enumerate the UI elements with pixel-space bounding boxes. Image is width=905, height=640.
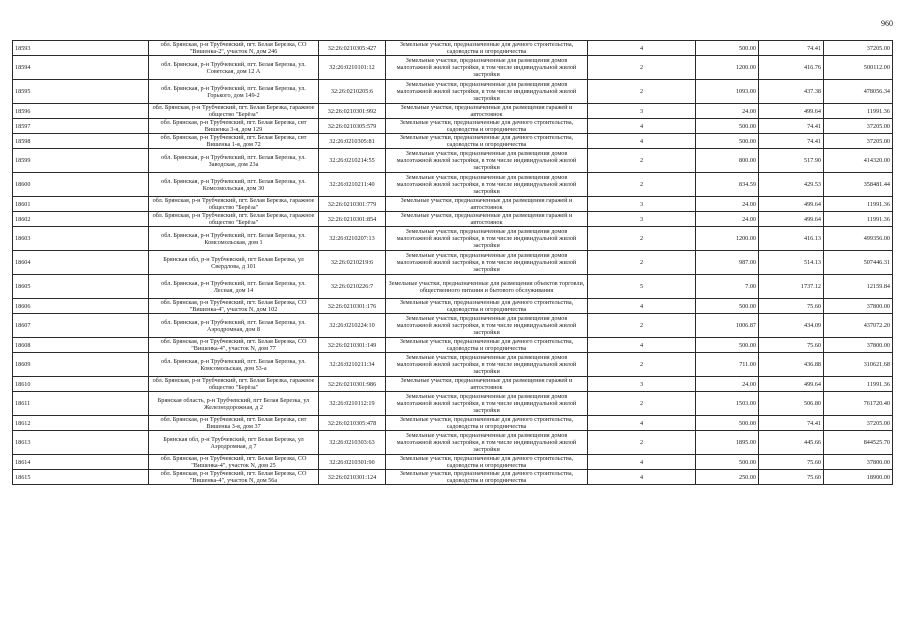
cadastral-value: 11991.36 <box>824 104 893 119</box>
cadastral-value: 437072.20 <box>824 314 893 338</box>
parcel-address: обл. Брянская, р-н Трубчевский, пгт. Белая Березка, СО "Вишенка-2", участок N, дом 246 <box>149 41 319 56</box>
land-use-group: 2 <box>588 227 696 251</box>
cadastral-number: 32:26:0210301:90 <box>319 455 386 470</box>
land-use-type: Земельные участки, предназначенные для дачного строительства, садоводства и огородничества <box>386 134 588 149</box>
land-use-group: 3 <box>588 212 696 227</box>
land-use-type: Земельные участки, предназначенные для размещения домов малоэтажной жилой застройки, в том числе индивидуальной жилой застройки <box>386 392 588 416</box>
specific-cadastral-value: 506.80 <box>759 392 824 416</box>
land-use-type: Земельные участки, предназначенные для размещения домов малоэтажной жилой застройки, в том числе индивидуальной жилой застройки <box>386 80 588 104</box>
parcel-number: 18613 <box>13 431 149 455</box>
specific-cadastral-value: 517.90 <box>759 149 824 173</box>
land-use-group: 5 <box>588 275 696 299</box>
specific-cadastral-value: 499.64 <box>759 212 824 227</box>
parcel-address: обл. Брянская, р-н Трубчевский, пгт. Белая Березка, ул. Советская, дом 12 А <box>149 56 319 80</box>
table-row <box>13 41 893 56</box>
table-row <box>13 275 893 299</box>
cadastral-number: 32:26:0210226:7 <box>319 275 386 299</box>
parcel-area: 500.00 <box>696 455 759 470</box>
land-use-type: Земельные участки, предназначенные для дачного строительства, садоводства и огородничества <box>386 455 588 470</box>
land-use-type: Земельные участки, предназначенные для размещения домов малоэтажной жилой застройки, в том числе индивидуальной жилой застройки <box>386 56 588 80</box>
parcel-area: 1895.00 <box>696 431 759 455</box>
land-use-type: Земельные участки, предназначенные для размещения гаражей и автостоянок <box>386 377 588 392</box>
cadastral-value: 761720.40 <box>824 392 893 416</box>
table-row <box>13 119 893 134</box>
table-row <box>13 431 893 455</box>
specific-cadastral-value: 75.60 <box>759 455 824 470</box>
land-use-type: Земельные участки, предназначенные для дачного строительства, садоводства и огородничества <box>386 299 588 314</box>
parcel-number: 18598 <box>13 134 149 149</box>
cadastral-number: 32:26:0210301:986 <box>319 377 386 392</box>
cadastral-value: 37205.00 <box>824 41 893 56</box>
parcel-area: 500.00 <box>696 338 759 353</box>
land-use-type: Земельные участки, предназначенные для размещения объектов торговли, общественного питания и бытового обслуживания <box>386 275 588 299</box>
cadastral-number: 32:26:0210301:124 <box>319 470 386 485</box>
parcel-area: 711.00 <box>696 353 759 377</box>
table-row <box>13 416 893 431</box>
land-use-type: Земельные участки, предназначенные для размещения гаражей и автостоянок <box>386 212 588 227</box>
land-use-group: 2 <box>588 149 696 173</box>
parcel-area: 250.00 <box>696 470 759 485</box>
parcel-number: 18600 <box>13 173 149 197</box>
cadastral-value: 478056.34 <box>824 80 893 104</box>
specific-cadastral-value: 74.41 <box>759 416 824 431</box>
table-row <box>13 104 893 119</box>
cadastral-number: 32:26:0210211:34 <box>319 353 386 377</box>
parcel-area: 7.00 <box>696 275 759 299</box>
cadastral-number: 32:26:0210301:854 <box>319 212 386 227</box>
parcel-number: 18597 <box>13 119 149 134</box>
parcel-number: 18603 <box>13 227 149 251</box>
land-use-type: Земельные участки, предназначенные для размещения домов малоэтажной жилой застройки, в том числе индивидуальной жилой застройки <box>386 227 588 251</box>
table-row <box>13 314 893 338</box>
cadastral-value: 37800.00 <box>824 299 893 314</box>
specific-cadastral-value: 499.64 <box>759 104 824 119</box>
table-row <box>13 251 893 275</box>
cadastral-value: 37800.00 <box>824 338 893 353</box>
parcel-address: обл. Брянская, р-н Трубчевский, пгт. Белая Березка, СО "Вишенка-4", участок N, дом 25 <box>149 455 319 470</box>
table-row <box>13 56 893 80</box>
specific-cadastral-value: 437.38 <box>759 80 824 104</box>
parcel-address: обл. Брянская, р-н Трубчевский, пгт. Белая Березка, гаражное общество "Берёза" <box>149 212 319 227</box>
specific-cadastral-value: 416.76 <box>759 56 824 80</box>
parcel-address: Брянская обл, р-н Трубчевский, пгт Белая Березка, ул Аэродромная, д 7 <box>149 431 319 455</box>
cadastral-number: 32:26:0210211:40 <box>319 173 386 197</box>
cadastral-value: 11991.36 <box>824 197 893 212</box>
parcel-area: 500.00 <box>696 119 759 134</box>
parcel-area: 500.00 <box>696 134 759 149</box>
parcel-address: обл. Брянская, р-н Трубчевский, пгт. Белая Березка, СО "Вишенка-4", участок N, дом 102 <box>149 299 319 314</box>
parcel-address: обл. Брянская, р-н Трубчевский, пгт. Белая Березка, ул. Лесная, дом 14 <box>149 275 319 299</box>
cadastral-number: 32:26:0210301:149 <box>319 338 386 353</box>
parcel-area: 1503.00 <box>696 392 759 416</box>
parcel-area: 24.00 <box>696 377 759 392</box>
parcel-number: 18596 <box>13 104 149 119</box>
parcel-address: Брянская обл, р-н Трубчевский, пгт Белая Березка, ул Свердлова, д 101 <box>149 251 319 275</box>
cadastral-value: 37205.00 <box>824 416 893 431</box>
parcel-area: 1006.87 <box>696 314 759 338</box>
land-use-type: Земельные участки, предназначенные для дачного строительства, садоводства и огородничества <box>386 119 588 134</box>
land-use-type: Земельные участки, предназначенные для размещения домов малоэтажной жилой застройки, в том числе индивидуальной жилой застройки <box>386 251 588 275</box>
land-use-type: Земельные участки, предназначенные для размещения домов малоэтажной жилой застройки, в том числе индивидуальной жилой застройки <box>386 314 588 338</box>
land-use-group: 3 <box>588 104 696 119</box>
parcel-address: обл. Брянская, р-н Трубчевский, пгт. Белая Березка, ул. Комсомольская, дом 30 <box>149 173 319 197</box>
table-row <box>13 392 893 416</box>
land-use-type: Земельные участки, предназначенные для размещения домов малоэтажной жилой застройки, в том числе индивидуальной жилой застройки <box>386 431 588 455</box>
table-row <box>13 197 893 212</box>
land-use-group: 2 <box>588 251 696 275</box>
table-row <box>13 212 893 227</box>
parcel-number: 18611 <box>13 392 149 416</box>
land-registry-table <box>12 40 893 485</box>
parcel-address: обл. Брянская, р-н Трубчевский, пгт. Белая Березка, ул. Горького, дом 149-2 <box>149 80 319 104</box>
parcel-address: обл. Брянская, р-н Трубчевский, пгт. Белая Березка, ул. Аэродромная, дом 8 <box>149 314 319 338</box>
land-use-group: 3 <box>588 377 696 392</box>
parcel-number: 18609 <box>13 353 149 377</box>
parcel-number: 18595 <box>13 80 149 104</box>
land-use-group: 4 <box>588 338 696 353</box>
table-body <box>13 41 893 485</box>
parcel-number: 18599 <box>13 149 149 173</box>
land-use-group: 2 <box>588 392 696 416</box>
land-use-group: 4 <box>588 134 696 149</box>
cadastral-number: 32:26:0210301:992 <box>319 104 386 119</box>
parcel-area: 24.00 <box>696 212 759 227</box>
table-row <box>13 80 893 104</box>
parcel-number: 18615 <box>13 470 149 485</box>
parcel-number: 18607 <box>13 314 149 338</box>
specific-cadastral-value: 429.53 <box>759 173 824 197</box>
parcel-area: 500.00 <box>696 41 759 56</box>
land-use-group: 2 <box>588 80 696 104</box>
parcel-number: 18601 <box>13 197 149 212</box>
table-row <box>13 470 893 485</box>
land-use-group: 2 <box>588 56 696 80</box>
parcel-area: 1200.00 <box>696 56 759 80</box>
cadastral-number: 32:26:0210305:427 <box>319 41 386 56</box>
land-use-type: Земельные участки, предназначенные для размещения домов малоэтажной жилой застройки, в том числе индивидуальной жилой застройки <box>386 149 588 173</box>
table-row <box>13 455 893 470</box>
parcel-number: 18593 <box>13 41 149 56</box>
cadastral-value: 358481.44 <box>824 173 893 197</box>
specific-cadastral-value: 436.88 <box>759 353 824 377</box>
parcel-address: обл. Брянская, р-н Трубчевский, пгт. Белая Березка, снт Вишенка 1-я, дом 72 <box>149 134 319 149</box>
specific-cadastral-value: 74.41 <box>759 41 824 56</box>
parcel-number: 18614 <box>13 455 149 470</box>
parcel-address: обл. Брянская, р-н Трубчевский, пгт. Белая Березка, снт Вишенка 3-я, дом 37 <box>149 416 319 431</box>
parcel-area: 1200.00 <box>696 227 759 251</box>
specific-cadastral-value: 74.41 <box>759 134 824 149</box>
table-row <box>13 353 893 377</box>
land-use-type: Земельные участки, предназначенные для дачного строительства, садоводства и огородничества <box>386 41 588 56</box>
cadastral-value: 37800.00 <box>824 455 893 470</box>
land-use-group: 2 <box>588 353 696 377</box>
land-use-group: 2 <box>588 431 696 455</box>
land-use-group: 4 <box>588 41 696 56</box>
land-use-type: Земельные участки, предназначенные для дачного строительства, садоводства и огородничества <box>386 416 588 431</box>
land-use-type: Земельные участки, предназначенные для дачного строительства, садоводства и огородничества <box>386 470 588 485</box>
cadastral-value: 507446.31 <box>824 251 893 275</box>
land-use-type: Земельные участки, предназначенные для размещения гаражей и автостоянок <box>386 197 588 212</box>
parcel-number: 18602 <box>13 212 149 227</box>
land-use-group: 2 <box>588 173 696 197</box>
land-use-group: 2 <box>588 314 696 338</box>
land-use-type: Земельные участки, предназначенные для размещения домов малоэтажной жилой застройки, в том числе индивидуальной жилой застройки <box>386 353 588 377</box>
cadastral-number: 32:26:0210214:55 <box>319 149 386 173</box>
parcel-number: 18604 <box>13 251 149 275</box>
parcel-area: 24.00 <box>696 104 759 119</box>
cadastral-value: 499356.00 <box>824 227 893 251</box>
parcel-address: обл. Брянская, р-н Трубчевский, пгт. Белая Березка, гаражное общество "Берёза" <box>149 377 319 392</box>
table-row <box>13 173 893 197</box>
parcel-address: обл. Брянская, р-н Трубчевский, пгт. Белая Березка, снт Вишенка 3-я, дом 129 <box>149 119 319 134</box>
specific-cadastral-value: 1737.12 <box>759 275 824 299</box>
cadastral-value: 11991.36 <box>824 212 893 227</box>
table-row <box>13 227 893 251</box>
cadastral-number: 32:26:0210112:19 <box>319 392 386 416</box>
parcel-number: 18605 <box>13 275 149 299</box>
parcel-address: обл. Брянская, р-н Трубчевский, пгт. Белая Березка, гаражное общество "Берёза" <box>149 197 319 212</box>
parcel-number: 18610 <box>13 377 149 392</box>
parcel-area: 800.00 <box>696 149 759 173</box>
cadastral-number: 32:26:0210101:12 <box>319 56 386 80</box>
land-use-group: 4 <box>588 416 696 431</box>
parcel-address: Брянская область, р-н Трубчевский, пгт Белая Березка, ул Железнодорожная, д 2 <box>149 392 319 416</box>
cadastral-value: 414320.00 <box>824 149 893 173</box>
land-use-group: 3 <box>588 197 696 212</box>
parcel-address: обл. Брянская, р-н Трубчевский, пгт. Белая Березка, СО "Вишенка-4", участок N, дом 56а <box>149 470 319 485</box>
parcel-area: 1093.00 <box>696 80 759 104</box>
cadastral-number: 32:26:0210303:63 <box>319 431 386 455</box>
cadastral-value: 18900.00 <box>824 470 893 485</box>
parcel-number: 18606 <box>13 299 149 314</box>
cadastral-value: 37205.00 <box>824 119 893 134</box>
cadastral-value: 11991.36 <box>824 377 893 392</box>
cadastral-value: 310621.68 <box>824 353 893 377</box>
cadastral-value: 12159.84 <box>824 275 893 299</box>
cadastral-number: 32:26:0210207:13 <box>319 227 386 251</box>
cadastral-number: 32:26:0210301:779 <box>319 197 386 212</box>
specific-cadastral-value: 416.13 <box>759 227 824 251</box>
parcel-number: 18594 <box>13 56 149 80</box>
specific-cadastral-value: 434.09 <box>759 314 824 338</box>
land-use-type: Земельные участки, предназначенные для размещения гаражей и автостоянок <box>386 104 588 119</box>
parcel-area: 500.00 <box>696 416 759 431</box>
specific-cadastral-value: 75.60 <box>759 299 824 314</box>
land-use-type: Земельные участки, предназначенные для дачного строительства, садоводства и огородничества <box>386 338 588 353</box>
parcel-address: обл. Брянская, р-н Трубчевский, пгт. Белая Березка, гаражное общество "Берёза" <box>149 104 319 119</box>
parcel-area: 834.59 <box>696 173 759 197</box>
specific-cadastral-value: 74.41 <box>759 119 824 134</box>
cadastral-number: 32:26:0210224:10 <box>319 314 386 338</box>
parcel-number: 18608 <box>13 338 149 353</box>
specific-cadastral-value: 499.64 <box>759 377 824 392</box>
table-row <box>13 377 893 392</box>
cadastral-number: 32:26:0210305:81 <box>319 134 386 149</box>
land-use-group: 4 <box>588 455 696 470</box>
parcel-area: 987.00 <box>696 251 759 275</box>
parcel-address: обл. Брянская, р-н Трубчевский, пгт. Белая Березка, ул. Заводская, дом 23а <box>149 149 319 173</box>
cadastral-number: 32:26:0210305:478 <box>319 416 386 431</box>
cadastral-number: 32:26:0210301:176 <box>319 299 386 314</box>
parcel-address: обл. Брянская, р-н Трубчевский, пгт. Белая Березка, ул. Комсомольская, дом 53-а <box>149 353 319 377</box>
table-row <box>13 134 893 149</box>
cadastral-number: 32:26:0210219:6 <box>319 251 386 275</box>
parcel-number: 18612 <box>13 416 149 431</box>
parcel-address: обл. Брянская, р-н Трубчевский, пгт. Белая Березка, ул. Комсомольская, дом 1 <box>149 227 319 251</box>
table-row <box>13 299 893 314</box>
specific-cadastral-value: 445.66 <box>759 431 824 455</box>
specific-cadastral-value: 75.60 <box>759 338 824 353</box>
table-row <box>13 149 893 173</box>
parcel-area: 500.00 <box>696 299 759 314</box>
cadastral-value: 844525.70 <box>824 431 893 455</box>
cadastral-number: 32:26:0210205:6 <box>319 80 386 104</box>
specific-cadastral-value: 75.60 <box>759 470 824 485</box>
cadastral-value: 500112.00 <box>824 56 893 80</box>
parcel-area: 24.00 <box>696 197 759 212</box>
page-number: 960 <box>881 19 893 28</box>
land-use-group: 4 <box>588 119 696 134</box>
land-use-group: 4 <box>588 470 696 485</box>
specific-cadastral-value: 499.64 <box>759 197 824 212</box>
land-use-type: Земельные участки, предназначенные для размещения домов малоэтажной жилой застройки, в том числе индивидуальной жилой застройки <box>386 173 588 197</box>
parcel-address: обл. Брянская, р-н Трубчевский, пгт. Белая Березка, СО "Вишенка-4", участок N, дом 77 <box>149 338 319 353</box>
cadastral-number: 32:26:0210305:579 <box>319 119 386 134</box>
specific-cadastral-value: 514.13 <box>759 251 824 275</box>
table-row <box>13 338 893 353</box>
cadastral-value: 37205.00 <box>824 134 893 149</box>
land-use-group: 4 <box>588 299 696 314</box>
